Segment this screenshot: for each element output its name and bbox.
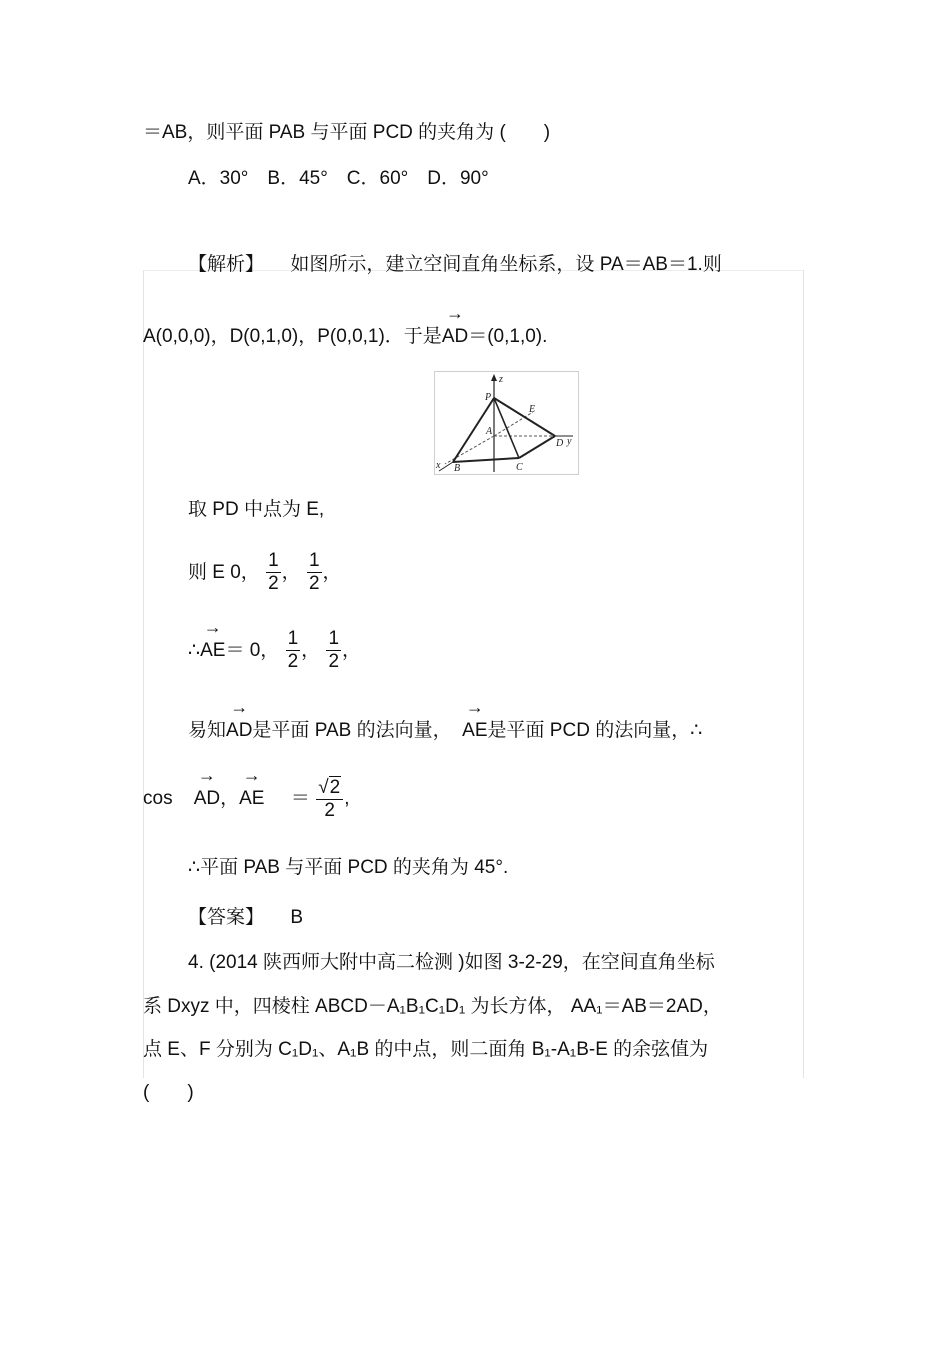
vector-ad: → AD xyxy=(442,325,468,349)
analysis-line1 xyxy=(188,253,722,277)
e-prefix: 则 E 0， xyxy=(188,562,260,583)
answer-value: B xyxy=(290,907,304,928)
page-frame-right xyxy=(803,270,804,1078)
pyramid-figure xyxy=(434,371,579,475)
therefore-symbol: ∴ xyxy=(188,640,201,661)
normal-vector-line xyxy=(188,719,702,743)
fig-label-p: P xyxy=(485,392,492,403)
fraction-half-4: $\frac{1}{2}$ xyxy=(328,628,340,673)
q4-line2: 系 Dxyz 中，四棱柱 ABCD－A₁B₁C₁D₁ 为长方体， AA₁＝AB＝2AD， xyxy=(143,996,722,1017)
fraction-sqrt2-over-2: $\frac{√2}{2}$ xyxy=(316,776,343,822)
q4-line3: 点 E、F 分别为 C₁D₁、A₁B 的中点，则二面角 B₁-A₁B-E 的余弦值为 xyxy=(143,1039,709,1060)
fig-label-b: B xyxy=(454,463,461,474)
ae-vector-line: ∴→ AE＝ 0， $\frac{1}{2}$ ， $\frac{1}{2}$ ， xyxy=(188,628,361,674)
normal-suffix: 是平面 PCD 的法向量，∴ xyxy=(487,720,703,741)
page-frame-left xyxy=(143,270,144,1078)
ad-value: ＝(0,1,0). xyxy=(468,326,548,347)
vector-ae-2: → AE xyxy=(462,719,487,743)
fig-label-z: z xyxy=(499,374,503,385)
fraction-half-2: $\frac{1}{2}$ xyxy=(308,550,320,595)
q4-line4: ( ) xyxy=(143,1082,194,1103)
answer-line xyxy=(188,906,303,930)
q3-options: A．30° B．45° C．60° D．90° xyxy=(188,168,489,189)
fraction-half-1: $\frac{1}{2}$ xyxy=(268,550,279,595)
vector-ae: → AE xyxy=(200,628,225,674)
fraction-half-3: $\frac{1}{2}$ xyxy=(287,628,299,673)
fig-label-x: x xyxy=(436,460,441,471)
fig-label-e: E xyxy=(529,404,536,415)
vector-ae-3: → AE xyxy=(239,776,264,822)
normal-prefix: 易知 xyxy=(188,720,227,741)
coords-text: A(0,0,0)，D(0,1,0)，P(0,0,1)．于是 xyxy=(143,326,442,347)
fig-label-c: C xyxy=(516,462,523,473)
fig-label-a: A xyxy=(486,426,493,437)
cos-label: cos xyxy=(143,788,173,810)
cos-eq: ＝ xyxy=(290,788,310,810)
vector-ad-3: → AD xyxy=(194,776,220,822)
cos-line: cos → AD，→ AE ＝ $\frac{√2}{2}$ , xyxy=(143,776,349,822)
fig-label-d: D xyxy=(556,438,564,449)
analysis-text1: 如图所示，建立空间直角坐标系，设 PA＝AB＝1.则 xyxy=(290,254,722,275)
e-coords-line: 则 E 0， $\frac{1}{2}$ ， $\frac{1}{2}$ ， xyxy=(188,550,342,595)
ae-eq: ＝ 0， xyxy=(225,640,280,661)
normal-mid: 是平面 PAB 的法向量， xyxy=(252,720,452,741)
q4-line1: 4. (2014 陕西师大附中高二检测 )如图 3-2-29，在空间直角坐标 xyxy=(188,952,715,973)
midpoint-line: 取 PD 中点为 E, xyxy=(188,499,325,520)
analysis-line2 xyxy=(143,325,547,349)
fig-label-y: y xyxy=(567,436,572,447)
q3-stem-tail: ＝AB，则平面 PAB 与平面 PCD 的夹角为 ( ) xyxy=(143,122,551,143)
vector-ad-2: → AD xyxy=(226,719,252,743)
conclusion-line: ∴平面 PAB 与平面 PCD 的夹角为 45°. xyxy=(188,857,509,878)
analysis-tag: 【解析】 xyxy=(188,254,265,275)
answer-tag: 【答案】 xyxy=(188,907,265,928)
